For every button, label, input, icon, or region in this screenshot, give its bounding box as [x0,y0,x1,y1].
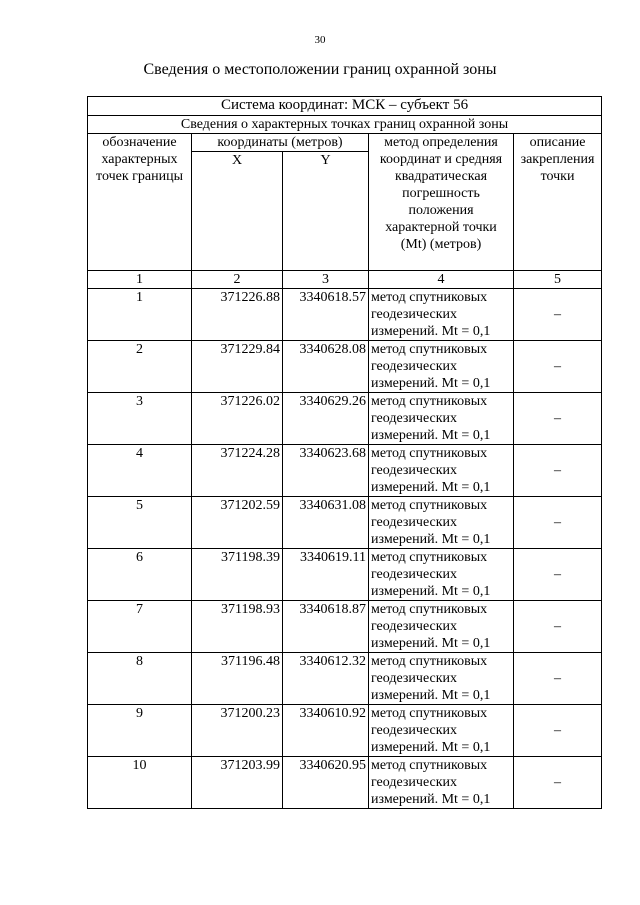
point-number-cell: 1 [88,289,192,341]
y-coordinate-cell: 3340619.11 [283,549,369,601]
point-number-cell: 6 [88,549,192,601]
x-coordinate-cell: 371224.28 [192,445,283,497]
x-coordinate-cell: 371198.39 [192,549,283,601]
y-coordinate-cell: 3340610.92 [283,705,369,757]
description-cell: – [514,497,602,549]
table-row [88,757,602,809]
method-cell: метод спутниковых геодезических измерений. Mt = 0,1 [369,549,514,601]
method-cell: метод спутниковых геодезических измерений. Mt = 0,1 [369,601,514,653]
method-cell: метод спутниковых геодезических измерений. Mt = 0,1 [369,653,514,705]
table-row [88,393,602,445]
table-row [88,497,602,549]
x-coordinate-cell: 371226.88 [192,289,283,341]
point-number-cell: 2 [88,341,192,393]
y-coordinate-cell: 3340623.68 [283,445,369,497]
page-title: Сведения о местоположении границ охранной зоны [143,61,497,78]
table-row [88,653,602,705]
table-row [88,705,602,757]
table-row [88,341,602,393]
y-coordinate-cell: 3340618.57 [283,289,369,341]
description-cell: – [514,445,602,497]
table-row [88,445,602,497]
x-coordinate-cell: 371200.23 [192,705,283,757]
method-cell: метод спутниковых геодезических измерений. Mt = 0,1 [369,497,514,549]
point-number-cell: 3 [88,393,192,445]
y-coordinate-cell: 3340629.26 [283,393,369,445]
column-header-y: Y [283,152,369,271]
column-header-point: обозначение характерных точек границы [88,134,192,271]
point-number-cell: 8 [88,653,192,705]
column-numbers-row [88,271,602,289]
method-cell: метод спутниковых геодезических измерений. Mt = 0,1 [369,289,514,341]
column-number: 5 [514,271,602,289]
y-coordinate-cell: 3340612.32 [283,653,369,705]
y-coordinate-cell: 3340618.87 [283,601,369,653]
coordinate-system-header-row [88,97,602,116]
column-headers-row-1 [88,134,602,152]
description-cell: – [514,393,602,445]
x-coordinate-cell: 371229.84 [192,341,283,393]
column-header-coords: координаты (метров) [192,134,369,152]
column-number: 4 [369,271,514,289]
description-cell: – [514,289,602,341]
point-number-cell: 7 [88,601,192,653]
points-info-header: Сведения о характерных точках границ охранной зоны [88,116,602,134]
column-header-desc: описание закрепления точки [514,134,602,271]
column-number: 2 [192,271,283,289]
column-header-x: X [192,152,283,271]
method-cell: метод спутниковых геодезических измерений. Mt = 0,1 [369,341,514,393]
point-number-cell: 4 [88,445,192,497]
table-row [88,289,602,341]
point-number-cell: 5 [88,497,192,549]
method-cell: метод спутниковых геодезических измерений. Mt = 0,1 [369,445,514,497]
method-cell: метод спутниковых геодезических измерений. Mt = 0,1 [369,757,514,809]
y-coordinate-cell: 3340628.08 [283,341,369,393]
table-row [88,549,602,601]
table-row [88,601,602,653]
y-coordinate-cell: 3340631.08 [283,497,369,549]
x-coordinate-cell: 371203.99 [192,757,283,809]
point-number-cell: 10 [88,757,192,809]
description-cell: – [514,549,602,601]
x-coordinate-cell: 371198.93 [192,601,283,653]
description-cell: – [514,341,602,393]
description-cell: – [514,705,602,757]
description-cell: – [514,601,602,653]
column-number: 3 [283,271,369,289]
description-cell: – [514,757,602,809]
coordinate-system-header: Система координат: МСК – субъект 56 [88,97,602,116]
point-number-cell: 9 [88,705,192,757]
page-number: 30 [314,34,326,46]
description-cell: – [514,653,602,705]
x-coordinate-cell: 371226.02 [192,393,283,445]
method-cell: метод спутниковых геодезических измерений. Mt = 0,1 [369,705,514,757]
method-cell: метод спутниковых геодезических измерений. Mt = 0,1 [369,393,514,445]
x-coordinate-cell: 371196.48 [192,653,283,705]
column-number: 1 [88,271,192,289]
x-coordinate-cell: 371202.59 [192,497,283,549]
column-header-method: метод определения координат и средняя квадратическая погрешность положения характерной точки (Mt) (метров) [369,134,514,271]
y-coordinate-cell: 3340620.95 [283,757,369,809]
points-info-header-row [88,116,602,134]
boundary-points-table [87,96,602,809]
